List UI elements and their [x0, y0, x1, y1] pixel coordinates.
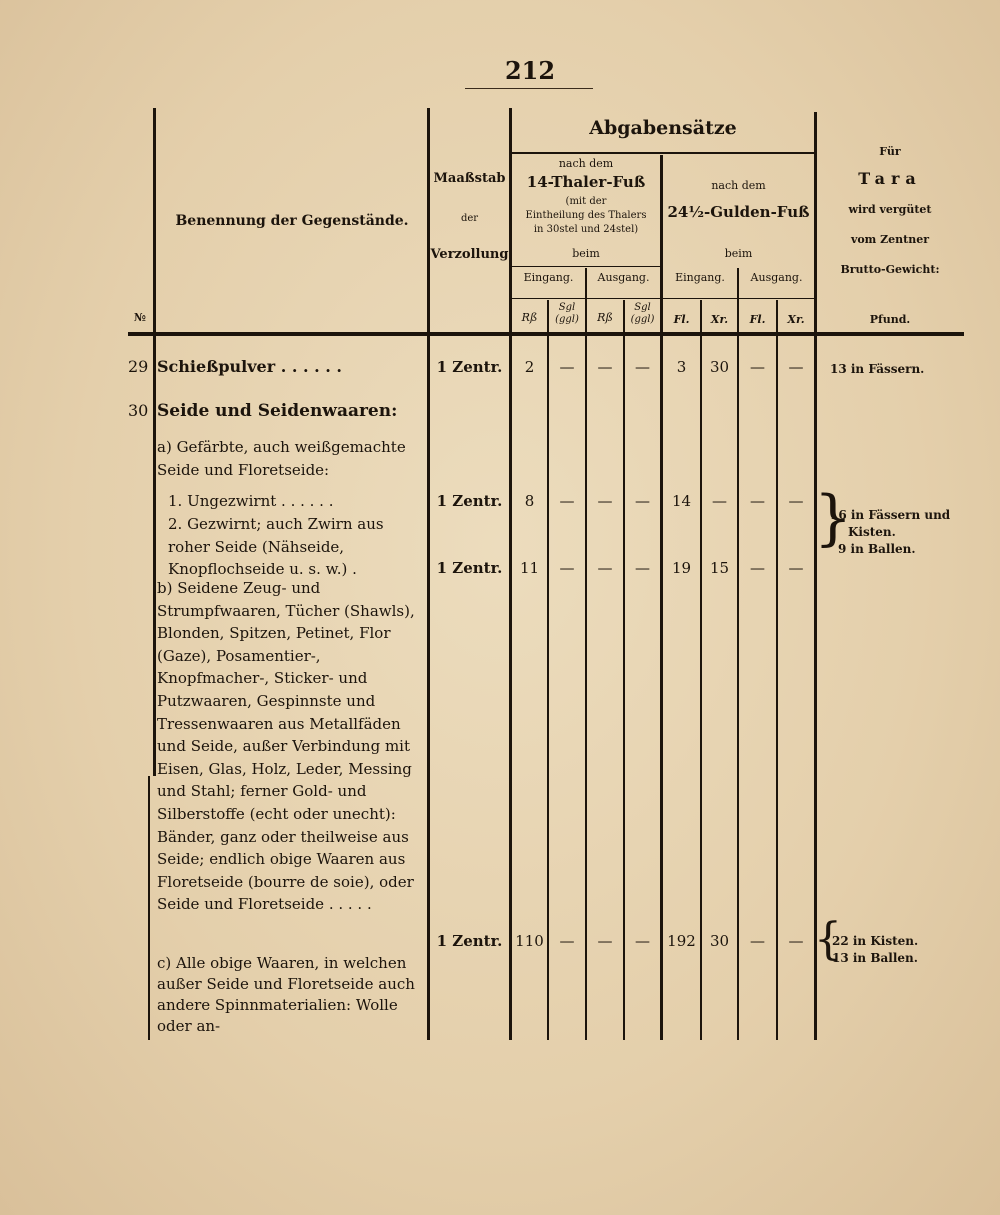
row30b-rt-out: —	[597, 932, 613, 950]
header-gulden-beim: beim	[724, 247, 753, 260]
header-gulden-unit-xr-in: Xr.	[710, 313, 729, 326]
rule-left-lower	[148, 776, 150, 1040]
tara-a-brace: }	[814, 483, 853, 553]
row29-xr-in: 30	[709, 358, 730, 376]
header-thaler-unit-sg-out: Sgl (ggl)	[630, 302, 655, 325]
header-massstab-3: Verzollung	[430, 247, 509, 262]
header-gulden-eingang: Eingang.	[675, 271, 725, 284]
row29-massstab: 1 Zentr.	[436, 358, 503, 376]
header-gulden-unit-xr-out: Xr.	[787, 313, 805, 326]
header-tara-1: Für	[879, 145, 901, 158]
row30c-text: c) Alle obige Waaren, in welchen außer Seide und Floretseide auch andere Spinnmaterialien: Wolle oder an-	[157, 954, 415, 1035]
header-thaler-unit-rt-in: Rß	[521, 311, 538, 324]
row29-sg-out: —	[635, 358, 650, 376]
row30a2-sg-out: —	[635, 559, 650, 577]
row30a-text: a) Gefärbte, auch weißgemachte Seide und Floretseide:	[157, 438, 406, 479]
rule-abgaben-right	[814, 112, 817, 1040]
row30a2-massstab: 1 Zentr.	[436, 559, 503, 577]
header-thaler-line4: Eintheilung des Thalers	[525, 210, 647, 221]
rule-units-thaler	[512, 298, 660, 299]
header-thaler-beim: beim	[572, 247, 600, 260]
header-thaler-unit-rt-out: Rß	[597, 311, 613, 324]
row30a1-rt-in: 8	[524, 492, 535, 510]
row30a2-rt-out: —	[597, 559, 613, 577]
row29-fl-in: 3	[676, 358, 687, 376]
row30-nr: 30	[128, 401, 149, 420]
row30a1-massstab: 1 Zentr.	[436, 492, 503, 510]
row30a2-sg-in: —	[559, 559, 575, 577]
row30b-sg-in: —	[559, 932, 575, 950]
page-number: 212	[504, 56, 556, 85]
tara-b-brace: {	[814, 914, 842, 965]
row30a1-text: 1. Ungezwirnt . . . . . .	[168, 492, 334, 510]
row30a1-xr-in: —	[712, 492, 727, 510]
row29-fl-out: —	[750, 358, 765, 376]
header-tara-3: wird vergütet	[848, 203, 932, 216]
tara-b-line1: 22 in Kisten.	[832, 934, 919, 948]
header-gulden-line2: 24½-Gulden-Fuß	[667, 203, 810, 221]
header-thaler-line1: nach dem	[558, 157, 614, 170]
row29-rt-out: —	[597, 358, 613, 376]
row30a2-text: 2. Gezwirnt; auch Zwirn aus roher Seide (Nähseide, Knopflochseide u. s. w.) .	[168, 515, 384, 579]
header-tara-5: Brutto-Gewicht:	[840, 263, 940, 276]
page-number-rule	[465, 88, 593, 89]
header-gulden-ausgang: Ausgang.	[750, 271, 803, 284]
rule-rt-sg-out	[623, 300, 625, 1040]
rule-fl-xr	[700, 300, 702, 1040]
header-gulden-unit-fl-out: Fl.	[749, 313, 766, 326]
row30a2-fl-out: —	[750, 559, 765, 577]
row30a1-fl-in: 14	[671, 492, 692, 510]
row30b-fl-out: —	[750, 932, 765, 950]
row30a1-rt-out: —	[597, 492, 613, 510]
rule-eingang-ausgang	[585, 268, 587, 1040]
row30a1-sg-out: —	[635, 492, 650, 510]
header-massstab-2: der	[460, 213, 479, 224]
rule-units-gulden	[663, 298, 814, 299]
row30a1-fl-out: —	[750, 492, 765, 510]
header-tara-2: Tara	[858, 169, 922, 188]
row29-tara: 13 in Fässern.	[830, 362, 925, 376]
row30b-rt-in: 110	[515, 932, 544, 950]
row30-text: Seide und Seidenwaaren:	[157, 401, 398, 421]
rule-gulden-eingang-ausgang	[737, 268, 739, 1040]
rule-fl-xr-out	[776, 300, 778, 1040]
row29-xr-out: —	[788, 358, 804, 376]
row30b-xr-out: —	[788, 932, 804, 950]
header-massstab-1: Maaßstab	[433, 171, 506, 186]
header-gulden-unit-fl-in: Fl.	[673, 313, 690, 326]
row30a2-fl-in: 19	[671, 559, 692, 577]
header-thaler-ausgang: Ausgang.	[597, 271, 650, 284]
header-tara-4: vom Zentner	[850, 233, 930, 246]
row29-sg-in: —	[559, 358, 575, 376]
row30a2-rt-in: 11	[519, 559, 540, 577]
row30b-massstab: 1 Zentr.	[436, 932, 503, 950]
row30a1-sg-in: —	[559, 492, 575, 510]
row29-nr: 29	[128, 357, 149, 376]
header-thaler-line5: in 30stel und 24stel)	[533, 224, 639, 235]
tara-b-line2: 13 in Ballen.	[832, 951, 918, 965]
row30b-text: b) Seidene Zeug- und Strumpfwaaren, Tücher (Shawls), Blonden, Spitzen, Petinet, Flor (Gaze), Posamentier-, Knopfmacher-, Sticker- und Putzwaaren, Gespinnste und Tressenwaaren aus Metallfäden und Seide, außer Verbindung mit Eisen, Glas, Holz, Leder, Messing und Stahl; ferner Gold- und Silberstoffe (echt oder unecht): Bänder, ganz oder theilweise aus Seide; endlich obige Waaren aus Floretseide (bourre de soie), oder Seide und Floretseide . . . . .	[157, 579, 415, 914]
rule-header-bottom	[128, 332, 964, 336]
header-thaler-line3: (mit der	[565, 196, 607, 207]
row30a2-xr-in: 15	[709, 559, 730, 577]
header-thaler-eingang: Eingang.	[523, 271, 574, 284]
tara-a-line2: Kisten.	[848, 525, 896, 539]
row30b-xr-in: 30	[709, 932, 730, 950]
header-nr: №	[134, 311, 146, 324]
row30b-fl-in: 192	[667, 932, 696, 950]
row30a1-xr-out: —	[788, 492, 804, 510]
header-tara-6: Pfund.	[869, 313, 911, 326]
row30b-sg-out: —	[635, 932, 650, 950]
row29-text: Schießpulver . . . . . .	[157, 357, 342, 376]
rule-rt-sg	[547, 300, 549, 1040]
header-thaler-unit-sg-in: Sgl (ggl)	[555, 302, 579, 325]
tara-a-line1: 16 in Fässern und	[830, 508, 951, 522]
row29-rt-in: 2	[524, 358, 535, 376]
header-thaler-line2: 14-Thaler-Fuß	[526, 173, 646, 191]
row30a2-xr-out: —	[788, 559, 804, 577]
header-benennung: Benennung der Gegenstände.	[175, 213, 409, 229]
header-gulden-line1: nach dem	[711, 179, 766, 192]
rule-abgaben-under	[512, 152, 814, 154]
rule-thaler-gulden	[660, 155, 663, 1040]
rule-beim-thaler	[512, 266, 660, 267]
rule-left	[153, 108, 156, 776]
header-abgabensaetze: Abgabensätze	[589, 117, 737, 139]
tara-a-line3: 9 in Ballen.	[838, 542, 916, 556]
